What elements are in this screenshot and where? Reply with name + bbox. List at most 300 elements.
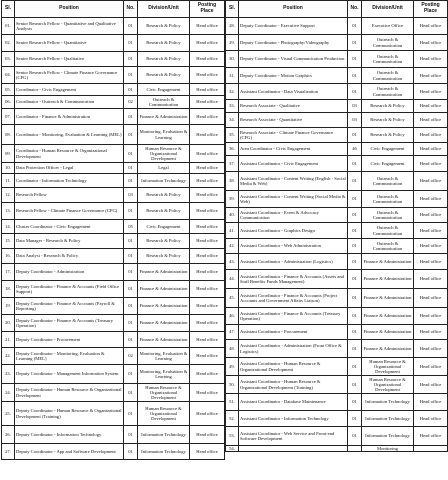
table-row [226,208,448,223]
cell-sl: 02. [2,35,15,52]
table-row [2,67,225,84]
table-row [226,411,448,427]
cell-division: Executive Office [362,18,414,35]
cell-sl: 33. [226,100,239,113]
cell-posting-place: Head office [190,384,225,402]
cell-sl: 26. [2,426,15,444]
cell-sl: 38. [226,172,239,191]
cell-posting-place: Head office [414,325,448,340]
cell-posting-place: Head office [190,249,225,264]
cell-division: Outreach & Communication [362,51,414,68]
cell-posting-place: Head office [190,444,225,460]
cell-division: Human Resource & Organizational Development [138,384,190,402]
cell-division: Monitoring, Evaluation & Learning [138,348,190,365]
table-row [226,340,448,358]
cell-sl: 35. [226,128,239,143]
cell-division: Outreach & Communication [362,35,414,51]
cell-sl: 48. [226,340,239,358]
cell-posting-place: Head office [190,18,225,35]
table-row [2,384,225,402]
cell-sl: 42. [226,239,239,254]
table-row [2,145,225,163]
table-row [226,289,448,308]
cell-position: Coordinator - Information Technology [15,174,124,188]
cell-posting-place: Head office [190,35,225,52]
cell-sl: 09. [2,145,15,163]
cell-sl: 50. [226,376,239,394]
cell-no: 01 [348,35,362,51]
cell-posting-place: Head office [190,264,225,281]
cell-position: Coordinator - Human Resource & Organizational Development [15,145,124,163]
table-row [2,249,225,264]
cell-sl: 31. [226,68,239,84]
cell-sl: 14. [2,220,15,234]
table-row [2,402,225,426]
cell-no: 46 [348,143,362,156]
cell-sl: 10. [2,163,15,174]
cell-posting-place: Head office [414,376,448,394]
cell-position: Assistant Coordinator - Web Administration [239,239,348,254]
cell-no: 01 [124,145,138,163]
cell-sl: 46. [226,308,239,325]
table-row [226,308,448,325]
table-row [226,254,448,270]
cell-position: Assistant Coordinator - Civic Engagement [239,156,348,172]
cell-posting-place: Head office [190,234,225,249]
cell-no: 01 [124,281,138,298]
cell-position: Deputy Coordinator - Management Information System [15,365,124,384]
cell-division: Outreach & Communication [362,172,414,191]
cell-position: Deputy Coordinator - Monitoring, Evaluation & Learning (MEL) [15,348,124,365]
table-row [2,203,225,220]
cell-sl: 47. [226,325,239,340]
cell-posting-place: Head office [414,191,448,208]
cell-no [348,446,362,452]
cell-position: Deputy Coordinator - Motion Graphics [239,68,348,84]
cell-sl: 51. [226,394,239,411]
cell-position: Assistant Coordinator - Database Maintenance [239,394,348,411]
cell-no: 03 [124,188,138,203]
cell-position: Research Associate - Quantitative [239,113,348,128]
cell-no: 01 [348,308,362,325]
cell-no: 01 [348,68,362,84]
cell-posting-place: Head office [414,68,448,84]
cell-position: Assistant Coordinator - Human Resource & Organizational Development (Training) [239,376,348,394]
table-row [2,348,225,365]
cell-posting-place: Head office [414,254,448,270]
cell-no: 01 [124,163,138,174]
cell-no: 01 [348,156,362,172]
cell-position: Coordinator - Civic Engagement [15,84,124,96]
cell-division: Research & Policy [138,234,190,249]
cell-division: Monitoring, Evaluation & Learning [138,365,190,384]
cell-posting-place: Head office [190,220,225,234]
cell-position: Area Coordinator - Civic Engagement [239,143,348,156]
cell-division: Human Resource & Organizational Development [138,145,190,163]
table-row [226,358,448,376]
cell-posting-place: Head office [414,143,448,156]
cell-sl: 13. [2,203,15,220]
cell-division: Information Technology [138,444,190,460]
cell-division: Finance & Administration [138,332,190,348]
cell-posting-place: Head office [190,163,225,174]
header-position: Position [15,1,124,18]
cell-division: Human Resource & Organizational Development [362,376,414,394]
cell-position: Data Manager - Research & Policy [15,234,124,249]
cell-division: Finance & Administration [138,315,190,332]
cell-no: 01 [124,203,138,220]
cell-no: 01 [348,411,362,427]
cell-sl: 05. [2,84,15,96]
cell-posting-place: Head office [190,109,225,125]
cell-division: Research & Policy [138,249,190,264]
table-row [226,394,448,411]
cell-division: Research & Policy [138,35,190,52]
cell-no: 01 [348,128,362,143]
header-posting-place: Posting Place [190,1,225,18]
table-row [226,35,448,51]
cell-no: 01 [124,234,138,249]
cell-sl: 17. [2,264,15,281]
cell-sl: 27. [2,444,15,460]
table-row [2,332,225,348]
table-row [226,325,448,340]
cell-no: 01 [348,208,362,223]
cell-position: Data Protection Officer - Legal [15,163,124,174]
cell-posting-place: Head office [414,84,448,100]
cell-no: 01 [348,18,362,35]
cell-position: Senior Research Fellow - Quantitative and Qualitative Analysis [15,18,124,35]
table-row [2,96,225,109]
cell-position: Research Fellow - Climate Finance Governance (CFG) [15,203,124,220]
cell-no: 01 [348,289,362,308]
cell-no: 01 [124,174,138,188]
cell-no: 01 [124,315,138,332]
cell-position: Assistant Coordinator - Procurement [239,325,348,340]
cell-position: Assistant Coordinator - Administration (Logistics) [239,254,348,270]
cell-sl: 11. [2,174,15,188]
cell-position: Assistant Coordinator - Finance & Accounts (Assets and Staff Benefits Funds Management) [239,270,348,289]
cell-division: Outreach & Communication [362,239,414,254]
cell-position: Deputy Coordinator - Photography/Videography [239,35,348,51]
table-row [226,68,448,84]
cell-sl: 21. [2,332,15,348]
cell-sl: 41. [226,223,239,239]
cell-posting-place: Head office [414,427,448,446]
cell-division: Research & Policy [362,128,414,143]
table-row [226,239,448,254]
cell-no: 01 [124,35,138,52]
cell-sl: 32. [226,84,239,100]
cell-division: Outreach & Communication [362,191,414,208]
cell-sl: 16. [2,249,15,264]
cell-sl: 22. [2,348,15,365]
cell-no: 01 [124,402,138,426]
header-no: No. [124,1,138,18]
cell-division: Outreach & Communication [138,96,190,109]
header-division: Division/Unit [138,1,190,18]
table-row [226,376,448,394]
cell-division: Information Technology [362,394,414,411]
cell-division: Monitoring [362,446,414,452]
table-row [226,84,448,100]
cell-division: Outreach & Communication [362,84,414,100]
cell-no: 03 [348,113,362,128]
cell-sl: 20. [2,315,15,332]
cell-posting-place: Head office [414,394,448,411]
table-row [2,109,225,125]
cell-sl: 52. [226,411,239,427]
table-row [2,298,225,315]
cell-division: Research & Policy [362,113,414,128]
cell-no: 01 [348,223,362,239]
cell-posting-place: Head office [190,174,225,188]
table-row [226,427,448,446]
cell-division: Information Technology [138,426,190,444]
cell-division: Information Technology [138,174,190,188]
table-row [2,444,225,460]
header-sl: Sl. [2,1,15,18]
table-row [2,84,225,96]
cell-division: Outreach & Communication [362,68,414,84]
table-row [2,220,225,234]
cell-sl: 53. [226,427,239,446]
cell-position: Assistant Coordinator - Data Visualization [239,84,348,100]
cell-posting-place: Head office [190,348,225,365]
cell-sl: 43. [226,254,239,270]
cell-sl: 08. [2,125,15,145]
table-header-row [226,1,448,18]
cell-division: Information Technology [362,411,414,427]
cell-position: Coordinator - Finance & Administration [15,109,124,125]
cell-no: 01 [124,365,138,384]
cell-position: Research Associate - Climate Finance Governance (CFG) [239,128,348,143]
cell-posting-place: Head office [414,35,448,51]
cell-no: 02 [124,348,138,365]
positions-table-right [225,0,448,452]
cell-posting-place: Head office [190,402,225,426]
cell-division: Finance & Administration [138,298,190,315]
cell-division: Civic Engagement [362,143,414,156]
cell-position: Assistant Coordinator - Finance & Accounts (Treasury Operation) [239,308,348,325]
cell-no: 01 [348,191,362,208]
cell-no: 01 [348,270,362,289]
cell-no: 01 [124,67,138,84]
cell-division: Information Technology [362,427,414,446]
cell-position: Deputy Coordinator - Information Technology [15,426,124,444]
cell-posting-place: Head office [190,281,225,298]
cell-position: Data Analyst - Research & Policy [15,249,124,264]
cell-posting-place: Head office [414,270,448,289]
cell-sl: 39. [226,191,239,208]
cell-sl: 40. [226,208,239,223]
table-row [2,315,225,332]
table-row [226,113,448,128]
table-row [226,270,448,289]
cell-posting-place: Head office [414,358,448,376]
cell-posting-place: Head office [414,128,448,143]
cell-sl: 19. [2,298,15,315]
cell-position: Deputy Coordinator - Visual Communication Production [239,51,348,68]
table-row [2,234,225,249]
cell-posting-place: Head office [190,298,225,315]
cell-position: Deputy Coordinator - Finance & Accounts (Field Office Support) [15,281,124,298]
cell-no: 01 [348,51,362,68]
cell-no: 01 [124,109,138,125]
cell-no: 01 [348,427,362,446]
cell-posting-place: Head office [190,426,225,444]
cell-no: 01 [124,384,138,402]
table-row [2,35,225,52]
cell-no: 01 [348,254,362,270]
cell-division: Research & Policy [362,100,414,113]
cell-posting-place: Head office [414,411,448,427]
cell-posting-place: Head office [190,188,225,203]
table-row [2,188,225,203]
cell-no: 01 [124,264,138,281]
cell-position: Senior Research Fellow - Qualitative [15,52,124,67]
table-row [2,281,225,298]
cell-position: Assistant Coordinator - Content Writing (English - Social Media & Web) [239,172,348,191]
cell-posting-place: Head office [414,113,448,128]
table-row [226,18,448,35]
cell-posting-place: Head office [190,96,225,109]
cell-division: Research & Policy [138,52,190,67]
cell-sl: 12. [2,188,15,203]
cell-division: Research & Policy [138,203,190,220]
cell-division: Finance & Administration [362,289,414,308]
cell-position: Deputy Coordinator - Procurement [15,332,124,348]
cell-sl: 45. [226,289,239,308]
cell-position: Assistant Coordinator - Human Resource & Organizational Development [239,358,348,376]
cell-position: Assistant Coordinator - Content Writing (Social Media & Web) [239,191,348,208]
table-row [2,52,225,67]
positions-table-left [1,0,225,460]
cell-position: Assistant Coordinator - Event & Advocacy Communication [239,208,348,223]
cell-no: 05 [124,220,138,234]
header-sl: Sl. [226,1,239,18]
cell-division: Research & Policy [138,18,190,35]
cell-sl: 23. [2,365,15,384]
cell-position: Senior Research Fellow - Quantitative [15,35,124,52]
cell-position: Senior Research Fellow - Climate Finance Governance (CFG) [15,67,124,84]
table-row [2,18,225,35]
cell-posting-place: Head office [414,289,448,308]
cell-sl: 30. [226,51,239,68]
cell-sl: 06. [2,96,15,109]
cell-posting-place: Head office [414,340,448,358]
cell-division: Human Resource & Organizational Development [138,402,190,426]
table-row [2,163,225,174]
cell-division: Outreach & Communication [362,223,414,239]
cell-division: Finance & Administration [362,308,414,325]
table-row [226,191,448,208]
cell-posting-place: Head office [190,203,225,220]
cell-no: 01 [348,394,362,411]
cell-posting-place: Head office [414,308,448,325]
table-row [2,174,225,188]
cell-no: 01 [124,18,138,35]
cell-posting-place: Head office [414,51,448,68]
table-row [226,156,448,172]
cell-sl: 04. [2,67,15,84]
cell-posting-place: Head office [414,208,448,223]
cell-posting-place: Head office [414,239,448,254]
cell-division: Civic Engagement [138,84,190,96]
cell-position: Deputy Coordinator - App and Software Development [15,444,124,460]
cell-sl: 37. [226,156,239,172]
cell-position: Cluster Coordinator - Civic Engagement [15,220,124,234]
cell-posting-place: Head office [190,125,225,145]
cell-division: Research & Policy [138,67,190,84]
cell-sl: 07. [2,109,15,125]
cell-sl: 03. [2,52,15,67]
cell-position: Assistant Coordinator - Web Service and Front-end Software Development [239,427,348,446]
header-posting-place: Posting Place [414,1,448,18]
cell-division: Human Resource & Organizational Development [362,358,414,376]
cell-no: 01 [124,298,138,315]
cell-sl: 01. [2,18,15,35]
cell-posting-place: Head office [190,84,225,96]
cell-sl: 29. [226,35,239,51]
cell-sl: 49. [226,358,239,376]
table-row [226,446,448,452]
cell-sl: 28. [226,18,239,35]
cell-no: 01 [124,52,138,67]
table-row [2,426,225,444]
cell-no: 01 [348,84,362,100]
cell-division: Finance & Administration [138,281,190,298]
header-division: Division/Unit [362,1,414,18]
cell-sl: 44. [226,270,239,289]
table-row [226,128,448,143]
cell-no: 01 [124,332,138,348]
cell-posting-place: Head office [190,145,225,163]
cell-no: 01 [124,125,138,145]
table-row [226,143,448,156]
cell-position: Assistant Coordinator - Administration (Front Office & Logistics) [239,340,348,358]
cell-position: Assistant Coordinator - Finance & Accounts (Project Accounts and Government Affairs Liaison) [239,289,348,308]
cell-division: Monitoring, Evaluation & Learning [138,125,190,145]
cell-no: 03 [348,100,362,113]
cell-no: 01 [348,340,362,358]
cell-no: 01 [348,172,362,191]
cell-posting-place: Head office [190,315,225,332]
cell-posting-place: Head office [414,156,448,172]
cell-division: Civic Engagement [138,220,190,234]
cell-position: Research Associate - Qualitative [239,100,348,113]
cell-posting-place: Head office [190,332,225,348]
cell-division: Finance & Administration [138,109,190,125]
table-row [226,51,448,68]
cell-sl: 36. [226,143,239,156]
table-header-row [2,1,225,18]
cell-posting-place: Head office [414,223,448,239]
cell-posting-place: Head office [414,18,448,35]
cell-posting-place [414,446,448,452]
cell-position: Deputy Coordinator - Finance & Accounts (Treasury Operation) [15,315,124,332]
cell-division: Finance & Administration [362,254,414,270]
cell-position: Research Fellow [15,188,124,203]
cell-division: Legal [138,163,190,174]
cell-no: 01 [124,426,138,444]
cell-posting-place: Head office [190,52,225,67]
cell-no: 01 [124,444,138,460]
cell-division: Outreach & Communication [362,208,414,223]
cell-position: Deputy Coordinator - Executive Support [239,18,348,35]
cell-no: 01 [124,84,138,96]
cell-division: Finance & Administration [362,325,414,340]
